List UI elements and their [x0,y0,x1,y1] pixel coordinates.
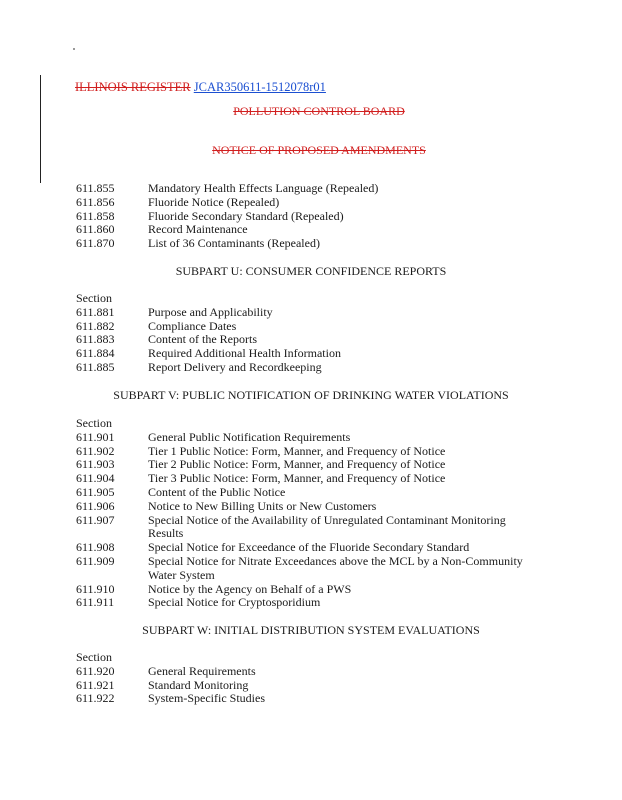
list-item [76,692,546,706]
section-number: 611.922 [76,691,115,706]
section-title: Special Notice for Nitrate Exceedances above the MCL by a Non-Community [148,553,523,568]
register-struck-text: ILLINOIS REGISTER [75,80,191,94]
section-title: Special Notice for Cryptosporidium [148,595,321,610]
list-item [76,306,546,320]
section-number: 611.856 [76,194,115,209]
section-title: List of 36 Contaminants (Repealed) [148,236,320,251]
section-title: Tier 3 Public Notice: Form, Manner, and Frequency of Notice [148,471,446,486]
section-title-continued: Results [148,526,184,541]
subpart-v-list [76,417,546,610]
section-number: 611.881 [76,304,115,319]
subpart-u-heading: SUBPART U: CONSUMER CONFIDENCE REPORTS [175,264,447,278]
list-item [76,361,546,375]
subpart-w-list [76,651,546,706]
section-label: Section [76,416,112,430]
list-item [76,458,546,472]
section-number: 611.910 [76,581,115,596]
section-title: Mandatory Health Effects Language (Repealed) [148,181,379,195]
section-title: Purpose and Applicability [148,304,273,319]
section-title: Special Notice for Exceedance of the Fluoride Secondary Standard [148,540,470,555]
section-title: Notice by the Agency on Behalf of a PWS [148,581,352,596]
section-label: Section [76,650,112,664]
section-number: 611.906 [76,498,115,513]
list-item [76,541,546,555]
section-title: System-Specific Studies [148,691,265,706]
board-struck-text: POLLUTION CONTROL BOARD [233,104,405,118]
list-item [76,347,546,361]
section-number: 611.870 [76,236,115,251]
section-title: General Public Notification Requirements [148,429,351,444]
section-number: 611.884 [76,346,115,361]
section-title: Tier 2 Public Notice: Form, Manner, and Frequency of Notice [148,457,446,472]
section-number: 611.905 [76,484,115,499]
list-item [76,320,546,334]
list-item [76,500,546,514]
section-title: Fluoride Secondary Standard (Repealed) [148,208,344,223]
section-number: 611.882 [76,318,115,333]
section-title: Required Additional Health Information [148,346,341,361]
list-item-continuation [76,569,546,583]
notice-header [8,143,622,158]
section-number: 611.883 [76,332,115,347]
section-number: 611.885 [76,359,115,374]
list-item [76,514,546,528]
top-section-list [76,182,546,251]
list-item [76,665,546,679]
list-item [76,445,546,459]
section-number: 611.920 [76,663,115,678]
section-label: Section [76,291,112,305]
list-item [76,583,546,597]
section-number: 611.901 [76,429,115,444]
register-header [75,80,326,95]
list-item [76,223,546,237]
section-title: Standard Monitoring [148,677,249,692]
list-item [76,431,546,445]
section-number: 611.860 [76,222,115,237]
list-item [76,210,546,224]
list-item [76,679,546,693]
section-title: Record Maintenance [148,222,248,237]
subpart-w-heading: SUBPART W: INITIAL DISTRIBUTION SYSTEM EVALUATIONS [142,623,480,637]
section-number: 611.903 [76,457,115,472]
list-item [76,555,546,569]
section-number: 611.858 [76,208,115,223]
section-number: 611.902 [76,443,115,458]
section-title: Tier 1 Public Notice: Form, Manner, and Frequency of Notice [148,443,446,458]
section-title: Compliance Dates [148,318,237,333]
scan-mark [73,48,75,50]
subpart-v-heading: SUBPART V: PUBLIC NOTIFICATION OF DRINKING WATER VIOLATIONS [113,388,509,402]
list-item [76,182,546,196]
list-item [76,333,546,347]
section-title: Content of the Reports [148,332,257,347]
section-number: 611.855 [76,181,115,195]
section-title: General Requirements [148,663,256,678]
change-bar [40,75,41,183]
board-header [8,104,622,119]
list-item [76,237,546,251]
section-title: Fluoride Notice (Repealed) [148,194,280,209]
section-number: 611.909 [76,553,115,568]
list-item [76,472,546,486]
list-item-continuation [76,527,546,541]
section-number: 611.921 [76,677,115,692]
section-number: 611.911 [76,595,115,610]
list-item [76,196,546,210]
section-title: Notice to New Billing Units or New Customers [148,498,377,513]
register-inserted-text: JCAR350611-1512078r01 [193,80,326,94]
section-title-continued: Water System [148,567,215,582]
list-item [76,596,546,610]
section-number: 611.908 [76,540,115,555]
notice-struck-text: NOTICE OF PROPOSED AMENDMENTS [212,143,426,157]
list-item [76,486,546,500]
section-title: Special Notice of the Availability of Unregulated Contaminant Monitoring [148,512,506,527]
section-number: 611.904 [76,471,115,486]
section-title: Report Delivery and Recordkeeping [148,359,322,374]
section-number: 611.907 [76,512,115,527]
section-title: Content of the Public Notice [148,484,286,499]
subpart-u-list [76,292,546,375]
